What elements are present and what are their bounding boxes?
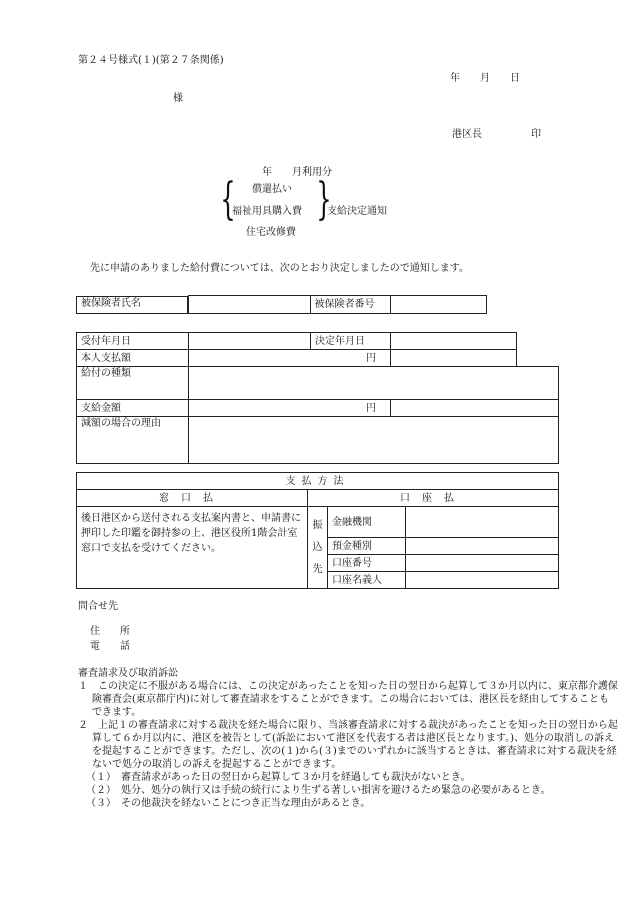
- bank-label: 金融機関: [328, 507, 406, 538]
- insured-table: [76, 295, 487, 314]
- appeal-sub-3: （３） その他裁決を経ないことにつき正当な理由があるとき。: [86, 798, 371, 809]
- appeal-section: [78, 667, 618, 810]
- window-payment-header: 窓口払: [77, 490, 308, 507]
- account-holder-label: 口座名義人: [328, 572, 406, 589]
- account-payment-header: 口座払: [308, 490, 559, 507]
- insured-number-field[interactable]: [390, 296, 486, 314]
- deposit-type-field[interactable]: [406, 538, 559, 555]
- appeal-item-1: １ この決定に不服がある場合には、この決定があったことを知った日の翌日から起算して３か月以内に、東京都介護保険審査会(東京都庁内)に対して審査請求をすることができます。この場合においては、港区長を経由してすることもできます。: [78, 681, 618, 718]
- self-payment-field[interactable]: 円: [189, 350, 391, 367]
- title-suffix: 支給決定通知: [327, 206, 387, 217]
- insured-number-label: 被保険者番号: [310, 296, 390, 314]
- right-brace-icon: }: [316, 174, 332, 225]
- empty-cell: [517, 333, 559, 350]
- form-number: 第２４号様式(１)(第２７条関係): [78, 55, 224, 66]
- decision-date-label: 決定年月日: [311, 333, 391, 350]
- transfer-destination-label: 振 込 先: [308, 507, 328, 589]
- payment-amount-label: 支給金額: [77, 400, 189, 417]
- title-item-reimbursement: 償還払い: [252, 184, 292, 195]
- issuer-name: 港区長: [452, 129, 482, 140]
- account-number-label: 口座番号: [328, 555, 406, 572]
- appeal-title: 審査請求及び取消訴訟: [78, 668, 178, 679]
- contact-phone-label: 電 話: [90, 641, 130, 652]
- window-payment-text: 後日港区から送付される支払案内書と、申請書に押印した印鑑を御持参の上、港区役所1階会計室窓口で支払を受けてください。: [77, 507, 308, 589]
- contact-title: 問合せ先: [78, 601, 118, 612]
- account-number-field[interactable]: [406, 555, 559, 572]
- deposit-type-label: 預金種別: [328, 538, 406, 555]
- reduction-reason-field[interactable]: [189, 417, 559, 464]
- title-item-welfare-equipment: 福祉用具購入費: [232, 206, 302, 217]
- appeal-item-2: ２ 上記１の審査請求に対する裁決を経た場合に限り、当該審査請求に対する裁決があったことを知った日の翌日から起算して６か月以内に、港区を被告として(訴訟において港区を代表する者は港区長となります。)、処分の取消しの訴えを提起することができます。ただし、次の(１)から(３)までのいずれかに該当するときは、審査請求に対する裁決を経ないで処分の取消しの訴えを提起することができます。: [78, 720, 618, 770]
- payment-amount-field[interactable]: 円: [189, 400, 391, 417]
- bank-field[interactable]: [406, 507, 559, 538]
- benefit-type-label: 給付の種類: [77, 367, 189, 400]
- benefit-type-field[interactable]: [189, 367, 559, 400]
- seal-mark: 印: [531, 129, 541, 140]
- appeal-sub-2: （２） 処分、処分の執行又は手続の続行により生ずる著しい損害を避けるため緊急の必要があるとき。: [86, 785, 551, 796]
- usage-period: 年 月利用分: [262, 167, 332, 178]
- date-field: 年 月 日: [450, 73, 520, 84]
- decision-date-field[interactable]: [391, 333, 517, 350]
- details-table: [76, 332, 559, 464]
- reduction-reason-label: 減額の場合の理由: [77, 417, 189, 464]
- left-brace-icon: {: [220, 174, 236, 225]
- self-payment-extra: [391, 350, 517, 367]
- insured-name-label: 被保険者氏名: [76, 296, 188, 314]
- recipient-suffix: 様: [173, 93, 183, 104]
- title-item-housing-renovation: 住宅改修費: [246, 227, 296, 238]
- insured-name-field[interactable]: [188, 296, 310, 314]
- account-holder-field[interactable]: [406, 572, 559, 589]
- contact-address-label: 住 所: [90, 626, 130, 637]
- payment-method-title: 支払方法: [77, 473, 559, 490]
- empty-cell: [517, 350, 559, 367]
- received-date-field[interactable]: [189, 333, 311, 350]
- received-date-label: 受付年月日: [77, 333, 189, 350]
- payment-method-table: [76, 472, 559, 589]
- self-payment-label: 本人支払額: [77, 350, 189, 367]
- payment-amount-extra: [391, 400, 559, 417]
- appeal-sub-1: （１） 審査請求があった日の翌日から起算して３か月を経過しても裁決がないとき。: [86, 772, 471, 783]
- intro-text: 先に申請のありました給付費については、次のとおり決定しましたので通知します。: [90, 263, 469, 274]
